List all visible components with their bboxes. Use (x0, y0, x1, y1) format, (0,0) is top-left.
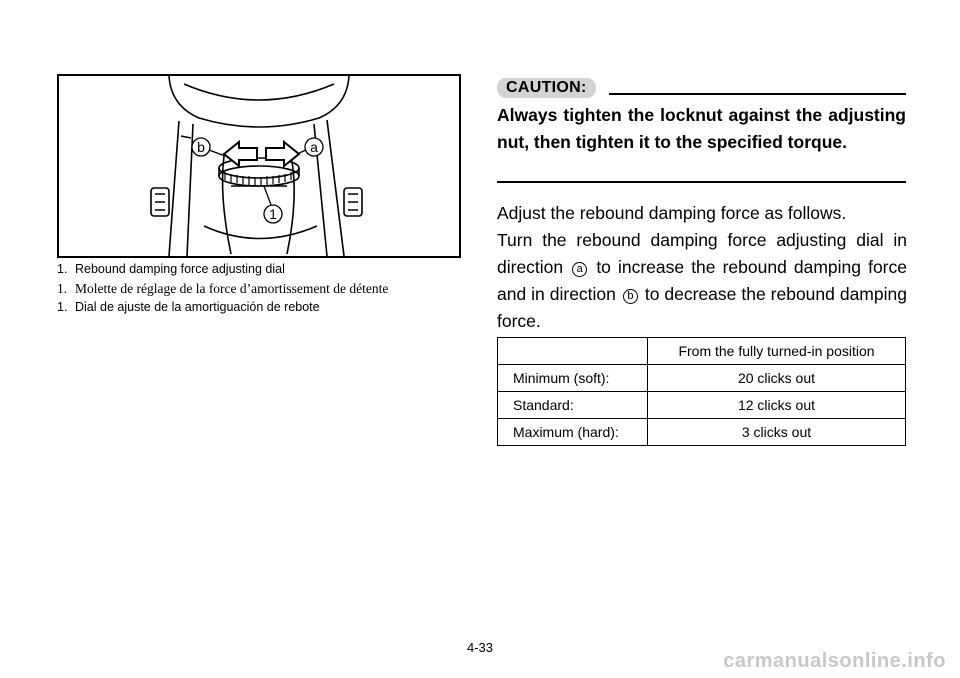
watermark: carmanualsonline.info (723, 650, 946, 672)
callout-1: 1 (269, 206, 277, 222)
page-number: 4-33 (466, 640, 494, 655)
instruction-text: Turn the rebound damping force adjusting dial in direction (497, 230, 907, 277)
table-row (498, 392, 906, 419)
callout-a: a (310, 139, 318, 155)
caption-text: Rebound damping force adjusting dial (75, 262, 285, 276)
caption-english (57, 262, 285, 276)
caution-header (497, 78, 906, 100)
table-row-value: 3 clicks out (648, 419, 906, 446)
caption-number: 1. (57, 262, 68, 276)
instruction-paragraph-1: Adjust the rebound damping force as follows. (497, 203, 847, 223)
table-row-label: Standard: (498, 392, 648, 419)
rebound-dial-figure (57, 74, 461, 258)
caption-text: Dial de ajuste de la amortiguación de rebote (75, 300, 320, 314)
table-header-empty (498, 338, 648, 365)
caution-label: CAUTION: (497, 78, 596, 98)
caption-spanish (57, 300, 320, 314)
table-header-row (498, 338, 906, 365)
caption-french (57, 281, 388, 297)
table-row (498, 365, 906, 392)
callout-b: b (197, 139, 205, 155)
caption-number: 1. (57, 300, 68, 314)
damping-settings-table (497, 337, 906, 446)
instruction-paragraph-2 (497, 227, 907, 335)
instructions (497, 200, 907, 335)
table-row-label: Maximum (hard): (498, 419, 648, 446)
shock-absorber-illustration (59, 76, 459, 256)
table-header: From the fully turned-in position (648, 338, 906, 365)
caution-end-rule (497, 181, 906, 183)
direction-b-symbol: b (623, 289, 638, 304)
direction-a-symbol: a (572, 262, 587, 277)
table-row-value: 12 clicks out (648, 392, 906, 419)
table-row-value: 20 clicks out (648, 365, 906, 392)
instruction-text: to increase the rebound damping force and in direction (497, 257, 907, 304)
caution-rule (609, 93, 906, 95)
caption-text: Molette de réglage de la force d’amortissement de détente (75, 281, 389, 296)
instruction-text: to decrease the rebound damping force. (497, 284, 907, 331)
caution-text: Always tighten the locknut against the adjusting nut, then tighten it to the specified torque. (497, 105, 906, 152)
table-row-label: Minimum (soft): (498, 365, 648, 392)
caption-number: 1. (57, 281, 68, 296)
table-row (498, 419, 906, 446)
